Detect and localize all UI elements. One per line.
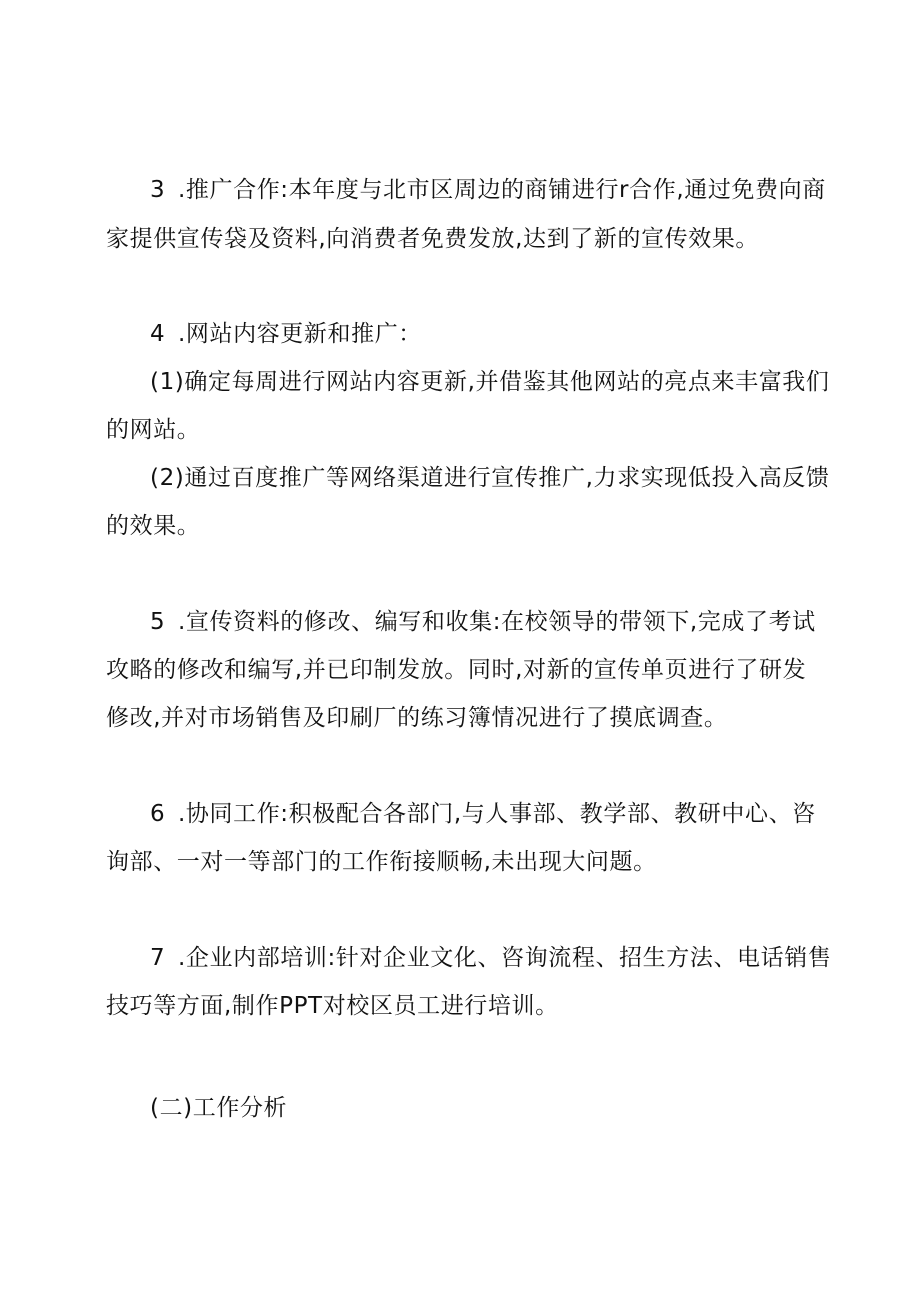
item-5-line-1 xyxy=(150,606,816,638)
item-3-text-1: .推广合作:本年度与北市区周边的商铺进行r合作,通过免费向商 xyxy=(178,177,826,203)
item-5-line-3: 修改,并对市场销售及印刷厂的练习簿情况进行了摸底调查。 xyxy=(106,705,728,731)
item-4-heading-line xyxy=(150,318,422,350)
item-4-number: 4 xyxy=(150,321,166,347)
item-4-heading: .网站内容更新和推广： xyxy=(178,321,422,347)
item-5-text-1: .宣传资料的修改、编写和收集:在校领导的带领下,完成了考试 xyxy=(178,609,816,635)
item-3-line-1 xyxy=(150,174,826,206)
item-7-text-1: .企业内部培训:针对企业文化、咨询流程、招生方法、电话销售 xyxy=(178,945,832,971)
item-6-text-1: .协同工作:积极配合各部门,与人事部、教学部、教研中心、咨 xyxy=(178,801,816,827)
item-6-line-2: 询部、一对一等部门的工作衔接顺畅,未出现大问题。 xyxy=(106,849,657,875)
item-4-sub-1-line-2: 的网站。 xyxy=(106,417,201,443)
item-7-number: 7 xyxy=(150,945,166,971)
item-6-number: 6 xyxy=(150,801,166,827)
section-heading-work-analysis: (二)工作分析 xyxy=(150,1095,288,1121)
item-5-line-2: 攻略的修改和编写,并已印制发放。同时,对新的宣传单页进行了研发 xyxy=(106,657,807,683)
item-7-line-2: 技巧等方面,制作PPT对校区员工进行培训。 xyxy=(106,993,559,1019)
item-7-line-1 xyxy=(150,942,831,974)
item-3-number: 3 xyxy=(150,177,166,203)
item-3-line-2: 家提供宣传袋及资料,向消费者免费发放,达到了新的宣传效果。 xyxy=(106,226,760,252)
item-6-line-1 xyxy=(150,798,816,830)
item-4-sub-2-line-2: 的效果。 xyxy=(106,513,201,539)
item-5-number: 5 xyxy=(150,609,166,635)
item-4-sub-2-line-1: (2)通过百度推广等网络渠道进行宣传推广,力求实现低投入高反馈 xyxy=(150,465,830,491)
item-4-sub-1-line-1: (1)确定每周进行网站内容更新,并借鉴其他网站的亮点来丰富我们 xyxy=(150,369,830,395)
